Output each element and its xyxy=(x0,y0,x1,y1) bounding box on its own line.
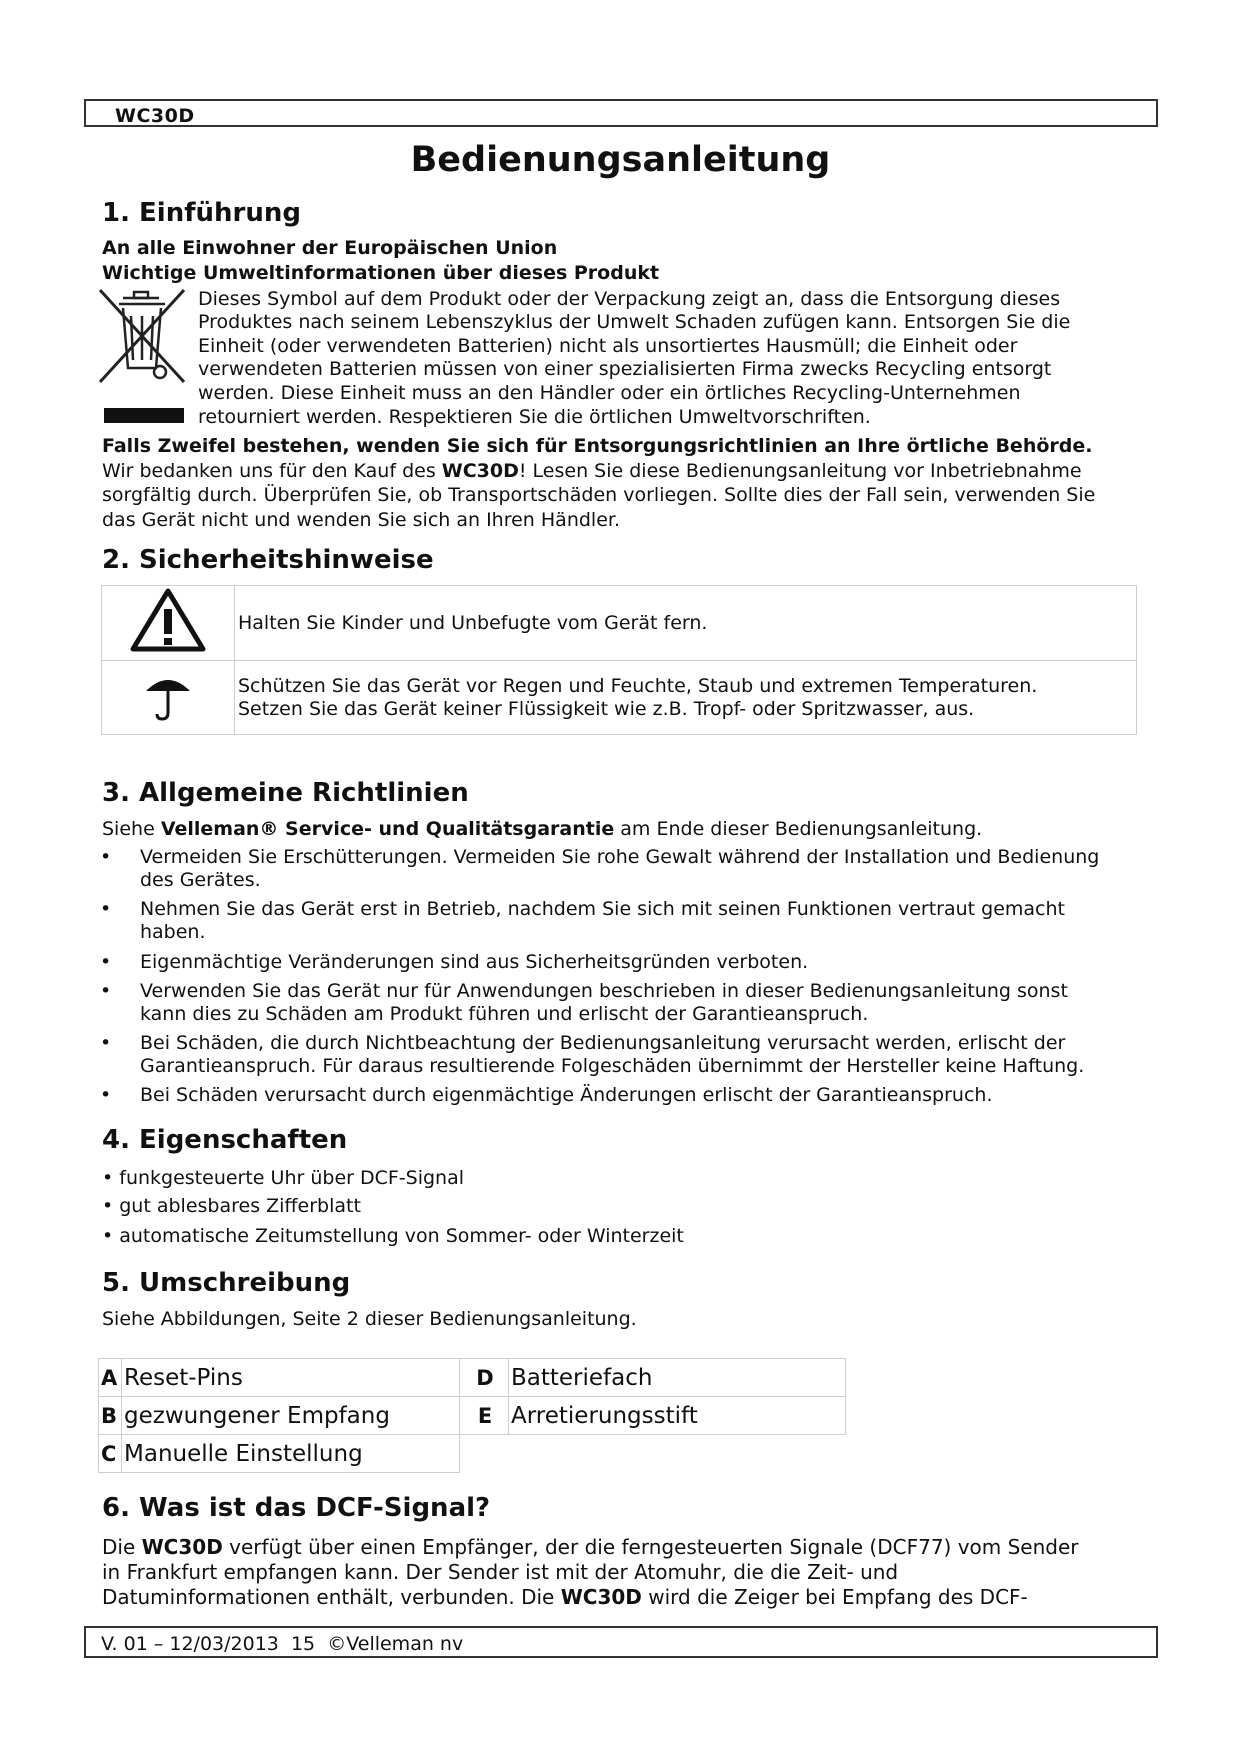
list-item: • xyxy=(100,1032,112,1054)
weee-bin-icon xyxy=(98,286,190,426)
safety-icon-cell xyxy=(102,586,235,661)
part-label: Arretierungsstift xyxy=(509,1397,846,1435)
section-5-heading: 5. Umschreibung xyxy=(102,1268,351,1298)
safety-text-1: Halten Sie Kinder und Unbefugte vom Gerät fern. xyxy=(235,586,1137,661)
section-1-heading: 1. Einführung xyxy=(102,198,301,228)
umbrella-icon xyxy=(143,704,193,726)
weee-text-line: Produktes nach seinem Lebenszyklus der Umwelt Schaden zufügen kann. Entsorgen Sie die xyxy=(198,311,1071,333)
part-label: Manuelle Einstellung xyxy=(122,1435,460,1473)
weee-text-line: Einheit (oder verwendeten Batterien) nicht als unsortiertes Hausmüll; die Einheit oder xyxy=(198,335,1018,357)
figures-reference: Siehe Abbildungen, Seite 2 dieser Bedienungsanleitung. xyxy=(102,1308,637,1330)
safety-table xyxy=(101,585,1137,735)
part-key: B xyxy=(99,1397,122,1435)
list-item: • xyxy=(100,980,112,1002)
section-2-heading: 2. Sicherheitshinweise xyxy=(102,545,434,575)
safety-text-2: Schützen Sie das Gerät vor Regen und Feuchte, Staub und extremen Temperaturen. Setzen Sie das Gerät keiner Flüssigkeit wie z.B. Tropf- oder Spritzwasser, aus. xyxy=(235,661,1137,735)
thanks-line-1: Wir bedanken uns für den Kauf des WC30D! Lesen Sie diese Bedienungsanleitung vor Inbetriebnahme xyxy=(102,460,1082,482)
page-title: Bedienungsanleitung xyxy=(410,140,831,180)
weee-text-line: werden. Diese Einheit muss an den Händler oder ein örtliches Recycling-Unternehmen xyxy=(198,382,1021,404)
feature-item: • automatische Zeitumstellung von Sommer- oder Winterzeit xyxy=(102,1225,684,1247)
list-item-text: Vermeiden Sie Erschütterungen. Vermeiden Sie rohe Gewalt während der Installation und Bedienung des Gerätes. xyxy=(140,846,1100,891)
thanks-line-3: das Gerät nicht und wenden Sie sich an Ihren Händler. xyxy=(102,509,621,531)
table-row xyxy=(99,1359,846,1397)
table-row xyxy=(99,1435,846,1473)
environment-info-heading: Wichtige Umweltinformationen über dieses Produkt xyxy=(102,262,660,284)
eu-residents-heading: An alle Einwohner der Europäischen Union xyxy=(102,237,558,259)
warning-triangle-icon xyxy=(130,636,206,658)
part-key: E xyxy=(460,1397,509,1435)
part-label: Reset-Pins xyxy=(122,1359,460,1397)
list-item-text: Verwenden Sie das Gerät nur für Anwendungen beschrieben in dieser Bedienungsanleitung sonst kann dies zu Schäden am Produkt führen und erlischt der Garantieanspruch. xyxy=(140,980,1068,1025)
list-item: • xyxy=(100,951,112,973)
part-key: A xyxy=(99,1359,122,1397)
header-model: WC30D xyxy=(115,105,195,127)
part-key: D xyxy=(460,1359,509,1397)
part-label: gezwungener Empfang xyxy=(122,1397,460,1435)
thanks-line-2: sorgfältig durch. Überprüfen Sie, ob Transportschäden vorliegen. Sollte dies der Fall sein, verwenden Sie xyxy=(102,484,1096,506)
weee-text-line: Dieses Symbol auf dem Produkt oder der Verpackung zeigt an, dass die Entsorgung dieses xyxy=(198,288,1061,310)
part-key: C xyxy=(99,1435,122,1473)
list-item-text: Eigenmächtige Veränderungen sind aus Sicherheitsgründen verboten. xyxy=(140,951,809,973)
list-item: • xyxy=(100,1084,112,1106)
parts-table xyxy=(98,1358,846,1473)
section-3-heading: 3. Allgemeine Richtlinien xyxy=(102,778,469,808)
part-label: Batteriefach xyxy=(509,1359,846,1397)
list-item-text: Bei Schäden verursacht durch eigenmächtige Änderungen erlischt der Garantieanspruch. xyxy=(140,1084,993,1106)
footer-text: V. 01 – 12/03/2013 15 ©Velleman nv xyxy=(101,1633,464,1655)
dcf-text-line-2: in Frankfurt empfangen kann. Der Sender ist mit der Atomuhr, die die Zeit- und xyxy=(102,1560,899,1584)
doubt-notice: Falls Zweifel bestehen, wenden Sie sich für Entsorgungsrichtlinien an Ihre örtliche Behörde. xyxy=(102,435,1093,457)
weee-text-line: retourniert werden. Respektieren Sie die örtlichen Umweltvorschriften. xyxy=(198,406,871,428)
list-item: • xyxy=(100,898,112,920)
table-row xyxy=(99,1397,846,1435)
list-item: • xyxy=(100,846,112,868)
footer-box xyxy=(84,1626,1158,1658)
header-box xyxy=(84,99,1158,127)
section-4-heading: 4. Eigenschaften xyxy=(102,1125,348,1155)
feature-item: • funkgesteuerte Uhr über DCF-Signal xyxy=(102,1167,465,1189)
safety-row xyxy=(102,586,1137,661)
list-item-text: Bei Schäden, die durch Nichtbeachtung der Bedienungsanleitung verursacht werden, erlischt der Garantieanspruch. Für daraus resultierende Folgeschäden übernimmt der Hersteller keine Haftung. xyxy=(140,1032,1085,1077)
dcf-text-line-1: Die WC30D verfügt über einen Empfänger, der die ferngesteuerten Signale (DCF77) vom Sender xyxy=(102,1535,1079,1559)
list-item-text: Nehmen Sie das Gerät erst in Betrieb, nachdem Sie sich mit seinen Funktionen vertraut gemacht haben. xyxy=(140,898,1065,943)
feature-item: • gut ablesbares Zifferblatt xyxy=(102,1195,361,1217)
section-6-heading: 6. Was ist das DCF-Signal? xyxy=(102,1493,491,1523)
dcf-text-line-3: Datuminformationen enthält, verbunden. Die WC30D wird die Zeiger bei Empfang des DCF- xyxy=(102,1585,1028,1609)
weee-text-line: verwendeten Batterien müssen von einer spezialisierten Firma zwecks Recycling entsorgt xyxy=(198,358,1052,380)
safety-icon-cell xyxy=(102,661,235,735)
safety-row xyxy=(102,661,1137,735)
guarantee-reference: Siehe Velleman® Service- und Qualitätsgarantie am Ende dieser Bedienungsanleitung. xyxy=(102,818,983,840)
